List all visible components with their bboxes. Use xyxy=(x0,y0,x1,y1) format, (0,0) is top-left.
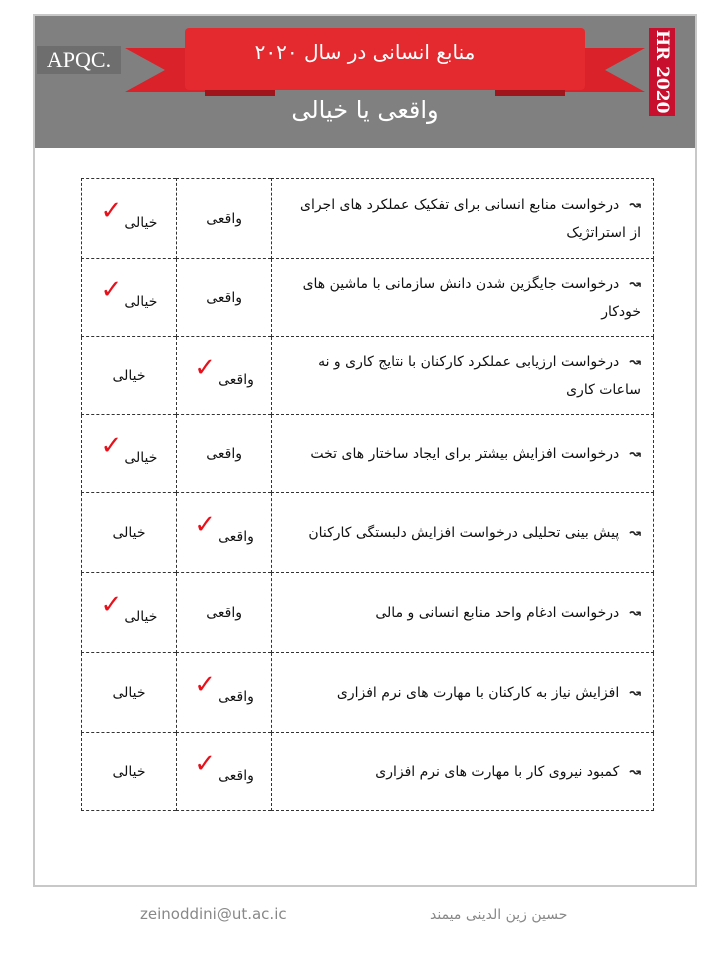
option-label: خیالی xyxy=(112,684,146,701)
option-real[interactable] xyxy=(176,493,271,573)
table-row xyxy=(82,493,654,573)
statement-cell xyxy=(272,493,654,573)
apqc-logo: APQC. xyxy=(37,46,121,74)
option-label: خیالی xyxy=(112,763,146,780)
page-subtitle: واقعی یا خیالی xyxy=(291,96,439,124)
option-real[interactable] xyxy=(176,573,271,653)
table-row xyxy=(82,573,654,653)
table-row xyxy=(82,653,654,733)
checkmark-icon: ✓ xyxy=(100,430,123,461)
table-row xyxy=(82,179,654,259)
option-real[interactable] xyxy=(176,337,271,415)
option-real[interactable] xyxy=(176,259,271,337)
statement-cell xyxy=(272,259,654,337)
bullet-icon: ↝ xyxy=(629,524,641,541)
option-label: خیالی xyxy=(124,214,158,231)
option-imaginary[interactable] xyxy=(82,415,177,493)
option-imaginary[interactable] xyxy=(82,733,177,811)
table-row xyxy=(82,415,654,493)
statement-text: درخواست جایگزین شدن دانش سازمانی با ماشین های خودکار xyxy=(302,275,641,320)
statement-text: درخواست افزایش بیشتر برای ایجاد ساختار های تخت xyxy=(310,445,620,462)
table-row xyxy=(82,733,654,811)
statement-cell xyxy=(272,179,654,259)
bullet-icon: ↝ xyxy=(629,684,641,701)
table-row xyxy=(82,337,654,415)
option-imaginary[interactable] xyxy=(82,573,177,653)
bullet-icon: ↝ xyxy=(629,445,641,462)
option-label: واقعی xyxy=(218,371,254,388)
checkmark-icon: ✓ xyxy=(194,669,217,700)
option-real[interactable] xyxy=(176,179,271,259)
footer-author: حسین زین الدینی میمند xyxy=(430,907,568,923)
option-label: واقعی xyxy=(218,767,254,784)
option-label: خیالی xyxy=(112,367,146,384)
option-label: واقعی xyxy=(218,688,254,705)
checkmark-icon: ✓ xyxy=(100,274,123,305)
red-ribbon-icon xyxy=(125,26,645,106)
statement-text: افزایش نیاز به کارکنان با مهارت های نرم افزاری xyxy=(336,684,620,701)
checkmark-icon: ✓ xyxy=(100,589,123,620)
option-imaginary[interactable] xyxy=(82,259,177,337)
statement-text: پیش بینی تحلیلی درخواست افزایش دلبستگی کارکنان xyxy=(308,524,620,541)
bullet-icon: ↝ xyxy=(629,196,641,213)
checkmark-icon: ✓ xyxy=(194,509,217,540)
statement-cell xyxy=(272,733,654,811)
table-row xyxy=(82,259,654,337)
bullet-icon: ↝ xyxy=(629,353,641,370)
checkmark-icon: ✓ xyxy=(100,195,123,226)
survey-table xyxy=(81,178,654,811)
option-label: واقعی xyxy=(206,289,242,306)
statement-cell xyxy=(272,653,654,733)
option-real[interactable] xyxy=(176,733,271,811)
option-label: خیالی xyxy=(124,608,158,625)
option-label: واقعی xyxy=(218,528,254,545)
header-banner xyxy=(35,16,695,148)
option-label: واقعی xyxy=(206,210,242,227)
checkmark-icon: ✓ xyxy=(194,352,217,383)
statement-text: درخواست ادغام واحد منابع انسانی و مالی xyxy=(375,604,620,621)
option-imaginary[interactable] xyxy=(82,653,177,733)
statement-cell xyxy=(272,573,654,653)
option-label: خیالی xyxy=(112,524,146,541)
bullet-icon: ↝ xyxy=(629,763,641,780)
page-title: منابع انسانی در سال ۲۰۲۰ xyxy=(254,40,476,64)
statement-cell xyxy=(272,337,654,415)
statement-cell xyxy=(272,415,654,493)
checkmark-icon: ✓ xyxy=(194,748,217,779)
option-real[interactable] xyxy=(176,415,271,493)
option-label: خیالی xyxy=(124,293,158,310)
option-label: واقعی xyxy=(206,445,242,462)
footer-email: zeinoddini@ut.ac.ic xyxy=(140,905,287,923)
bullet-icon: ↝ xyxy=(629,604,641,621)
hr-2020-badge: HR 2020 xyxy=(649,28,675,116)
statement-text: درخواست ارزیابی عملکرد کارکنان با نتایج کاری و نه ساعات کاری xyxy=(318,353,641,398)
bullet-icon: ↝ xyxy=(629,275,641,292)
option-imaginary[interactable] xyxy=(82,493,177,573)
statement-text: درخواست منابع انسانی برای تفکیک عملکرد های اجرای از استراتژیک xyxy=(299,196,641,241)
option-label: خیالی xyxy=(124,449,158,466)
option-real[interactable] xyxy=(176,653,271,733)
option-imaginary[interactable] xyxy=(82,337,177,415)
statement-text: کمبود نیروی کار با مهارت های نرم افزاری xyxy=(375,763,620,780)
option-imaginary[interactable] xyxy=(82,179,177,259)
option-label: واقعی xyxy=(206,604,242,621)
